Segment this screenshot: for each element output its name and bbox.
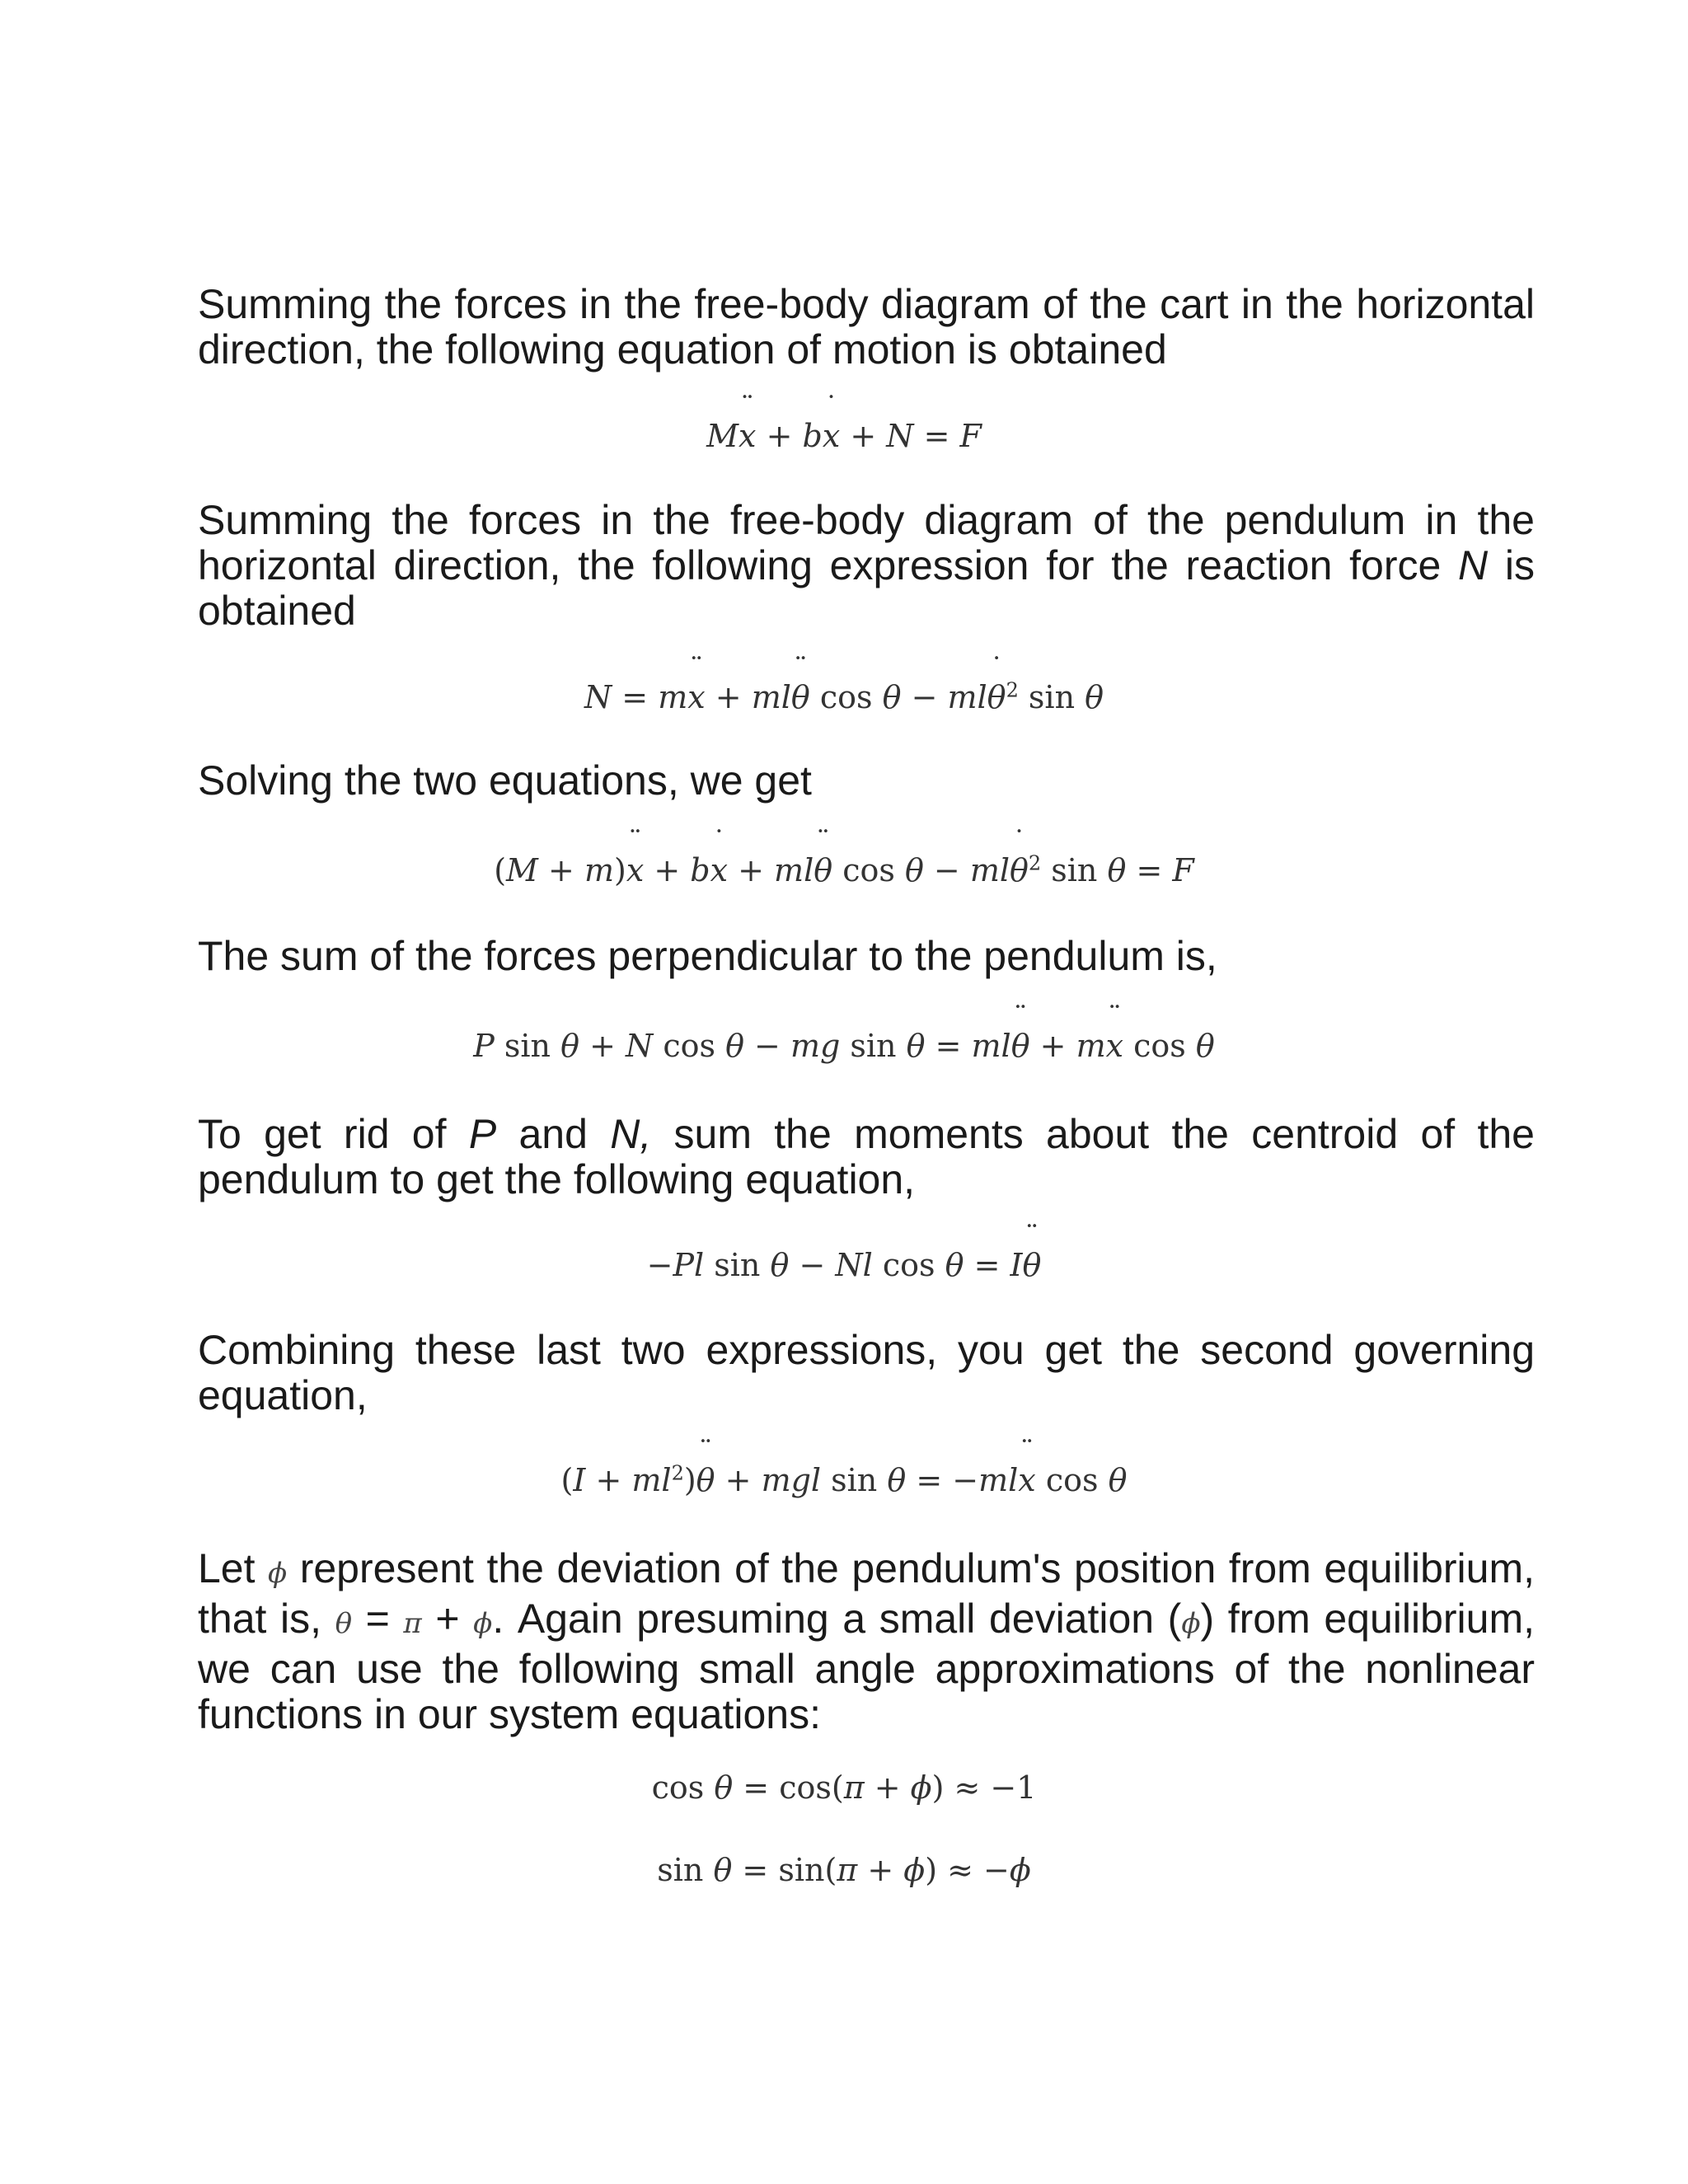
paragraph-moments: To get rid of P and N, sum the moments about the centroid of the pendulum to get the following equation, — [198, 1111, 1535, 1202]
equation-sin-approximation: sin θ = sin(π + ϕ) ≈ −ϕ — [657, 1852, 1031, 1888]
equation-cos-approximation: cos θ = cos(π + ϕ) ≈ −1 — [651, 1769, 1037, 1806]
paragraph-perpendicular-forces: The sum of the forces perpendicular to the pendulum is, — [198, 933, 1217, 979]
equation-cart-motion: M¨ x + b˙ x + N = F — [0, 416, 1688, 456]
paragraph-pendulum-forces: Summing the forces in the free-body diagram of the pendulum in the horizontal direction, the following expression for the reaction force N is obtained — [198, 497, 1535, 634]
paragraph-cart-forces: Summing the forces in the free-body diagram of the cart in the horizontal direction, the following equation of motion is obtained — [198, 281, 1535, 373]
equation-perpendicular-forces: P sin θ + N cos θ − mg sin θ = ml¨ θ + m¨ x cos θ — [0, 1026, 1688, 1066]
equation-moments: −Pl sin θ − Nl cos θ = I¨ θ — [0, 1245, 1688, 1285]
equation-second-governing: $(I + ml^2)¨$ θ + mgl sin θ = −ml¨ x cos θ — [0, 1460, 1688, 1500]
paragraph-small-angle: Let ϕ represent the deviation of the pendulum's position from equilibrium, that is, θ = π + ϕ. Again presuming a small deviation (ϕ) from equilibrium, we can use the following small angle approximations of the nonlinear functions in our system equations: — [198, 1545, 1536, 1737]
equation-first-governing: (M + m)¨ x + b˙ x + ml¨ θ cos θ − ml˙ $\theta^2$ sin θ = F — [0, 851, 1688, 890]
paragraph-solving: Solving the two equations, we get — [198, 757, 812, 804]
equation-reaction-force: N = m¨ x + ml¨ θ cos θ − ml˙ $\theta^2$ sin θ — [0, 677, 1688, 717]
paragraph-combining: Combining these last two expressions, you get the second governing equation, — [198, 1327, 1535, 1418]
